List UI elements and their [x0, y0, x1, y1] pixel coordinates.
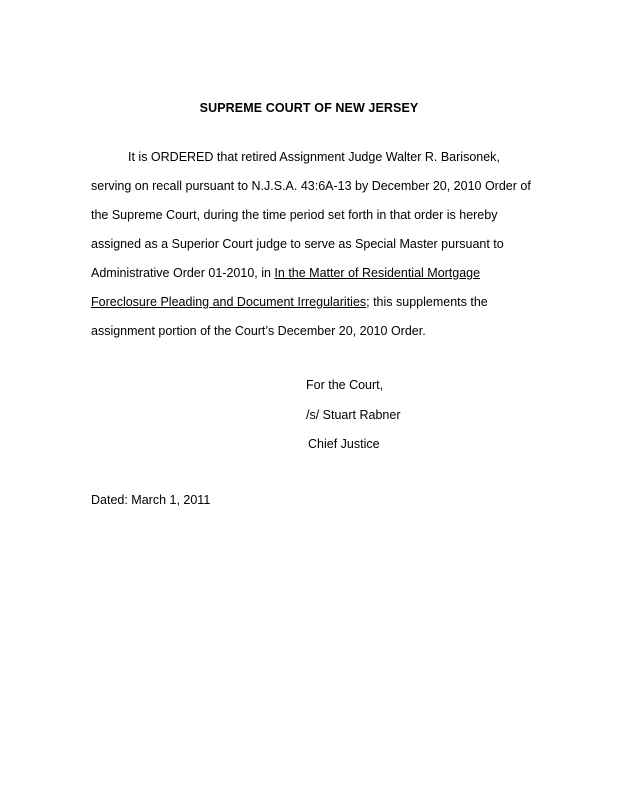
- order-line-6: [91, 295, 531, 324]
- signature-block: [306, 378, 401, 467]
- order-line-5: [91, 266, 531, 295]
- order-line-4: assigned as a Superior Court judge to serve as Special Master pursuant to: [91, 237, 504, 251]
- case-name-part-2: Foreclosure Pleading and Document Irregularities: [91, 295, 367, 309]
- order-line-5-prefix: Administrative Order 01-2010, in: [91, 266, 275, 280]
- document-title: SUPREME COURT OF NEW JERSEY: [199, 101, 419, 115]
- case-name-part-1: In the Matter of Residential Mortgage: [274, 266, 481, 280]
- order-paragraph: [91, 150, 531, 353]
- order-line-3: the Supreme Court, during the time period set forth in that order is hereby: [91, 208, 498, 222]
- order-line-7: assignment portion of the Court’s December 20, 2010 Order.: [91, 324, 426, 338]
- order-line-1: It is ORDERED that retired Assignment Judge Walter R. Barisonek,: [128, 150, 500, 164]
- for-the-court: For the Court,: [306, 378, 384, 392]
- date-line: Dated: March 1, 2011: [91, 493, 211, 507]
- order-line-2: serving on recall pursuant to N.J.S.A. 43:6A-13 by December 20, 2010 Order of: [91, 179, 531, 193]
- signer-title: Chief Justice: [308, 437, 380, 451]
- order-line-6-suffix: ; this supplements the: [366, 295, 488, 309]
- signer-name: /s/ Stuart Rabner: [306, 407, 401, 422]
